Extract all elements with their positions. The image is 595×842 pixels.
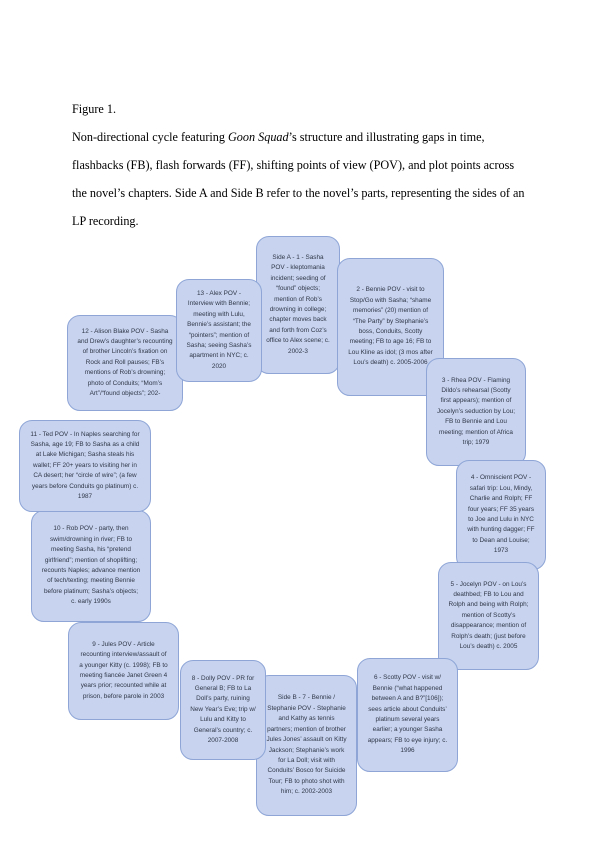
chapter-node-13 xyxy=(176,279,262,382)
chapter-node-text: 12 - Alison Blake POV - Sasha and Drew’s daughter’s recounting of brother Lincoln’s fixation on Rock and Roll pauses; FB’s mentions of Rob’s drowning; photo of Conduits; “Mom’s Art”/“found objects”; 202- xyxy=(77,327,173,398)
chapter-node-text: 9 - Jules POV - Article recounting interview/assault of a younger Kitty (c. 1998); FB to meeting fiancée Janet Green 4 years prior; recounted while at prison, before parole in 2003 xyxy=(79,640,168,700)
chapter-node-12 xyxy=(67,315,183,411)
chapter-node-9 xyxy=(68,622,179,720)
chapter-node-6 xyxy=(357,658,458,772)
chapter-node-5 xyxy=(438,562,539,670)
chapter-node-8 xyxy=(180,660,266,760)
chapter-node-text: 5 - Jocelyn POV - on Lou’s deathbed; FB to Lou and Rolph and being with Rolph; mention of Scotty’s disappearance; mention of Rolph’s death; (just before Lou’s death) c. 2005 xyxy=(448,580,529,651)
chapter-node-4 xyxy=(456,460,546,570)
chapter-node-text: 10 - Rob POV - party, then swim/drowning in river; FB to meeting Sasha, his “pretend girlfriend”; mention of shoplifting; recounts Naples; advance mention of tech/texting; meeting Bennie before platinum; Sasha’s objects; c. early 1990s xyxy=(41,525,141,606)
chapter-node-text: 3 - Rhea POV - Flaming Dildo’s rehearsal (Scotty first appears); mention of Jocelyn’s seduction by Lou; FB to Bennie and Lou meeting; mention of Africa trip; 1979 xyxy=(436,376,516,447)
figure-label: Figure 1. xyxy=(72,102,117,116)
chapter-node-3 xyxy=(426,358,526,466)
chapter-node-text: 13 - Alex POV - Interview with Bennie; meeting with Lulu, Bennie’s assistant; the “pointers”; mention of Sasha; seeing Sasha’s apartment in NYC; c. 2020 xyxy=(186,289,252,370)
chapter-node-text: 4 - Omniscient POV - safari trip: Lou, Mindy, Charlie and Rolph; FF four years; FF 35 years to Joe and Lulu in NYC with hunting dagger; FF to Dean and Louise; 1973 xyxy=(467,474,535,555)
figure-caption xyxy=(72,95,532,235)
chapter-node-text: 2 - Bennie POV - visit to Stop/Go with Sasha; “shame memories” (20) mention of “The Party” by Stephanie’s boss, Conduits, Scotty meeting; FB to age 16; FB to Lou Kline as idol; (3 mos after Lou’s death) c. 2005-2006 xyxy=(348,286,433,367)
book-title: Goon Squad xyxy=(228,130,289,144)
chapter-node-1 xyxy=(256,236,340,374)
caption-text-before-title: Non-directional cycle featuring xyxy=(72,130,228,144)
chapter-node-text: 11 - Ted POV - In Naples searching for Sasha, age 19; FB to Sasha as a child at Lake Michigan; Sasha steals his wallet; FF 20+ years to visiting her in CA desert; her “circle of wire”; (a few years before Conduits go platinum) c. 1987 xyxy=(30,430,140,501)
caption-text-after-title: ’s structure and illustrating gaps in time, flashbacks (FB), flash forwards (FF), shifting points of view (POV), and plot points across the novel’s chapters. Side A and Side B refer to the novel’s parts, representing the sides of an LP recording. xyxy=(72,130,525,228)
chapter-node-10 xyxy=(31,510,151,622)
chapter-node-text: Side B - 7 - Bennie / Stephanie POV - Stephanie and Kathy as tennis partners; mention of brother Jules Jones’ assault on Kitty Jackson; Stephanie’s work for La Doll; visit with Conduits’ Bosco for Suicide Tour; FB to photo shot with him; c. 2002-2003 xyxy=(266,694,347,796)
chapter-node-text: 8 - Dolly POV - PR for General B; FB to La Doll’s party, ruining New Year’s Eve; trip w/ Lulu and Kitty to General’s country; c. 2007-2008 xyxy=(190,674,256,745)
chapter-node-11 xyxy=(19,420,151,512)
chapter-node-text: Side A - 1 - Sasha POV - kleptomania incident; seeding of “found” objects; mention of Rob’s drowning in college; chapter moves back and forth from Coz’s office to Alex scene; c. 2002-3 xyxy=(266,253,330,355)
chapter-node-7 xyxy=(256,675,357,816)
chapter-node-text: 6 - Scotty POV - visit w/ Bennie (“what happened between A and B?”[106]); sees article about Conduits’ platinum several years earlier; a younger Sasha appears; FB to eye injury; c. 1996 xyxy=(367,674,448,755)
figure-description xyxy=(72,123,532,235)
